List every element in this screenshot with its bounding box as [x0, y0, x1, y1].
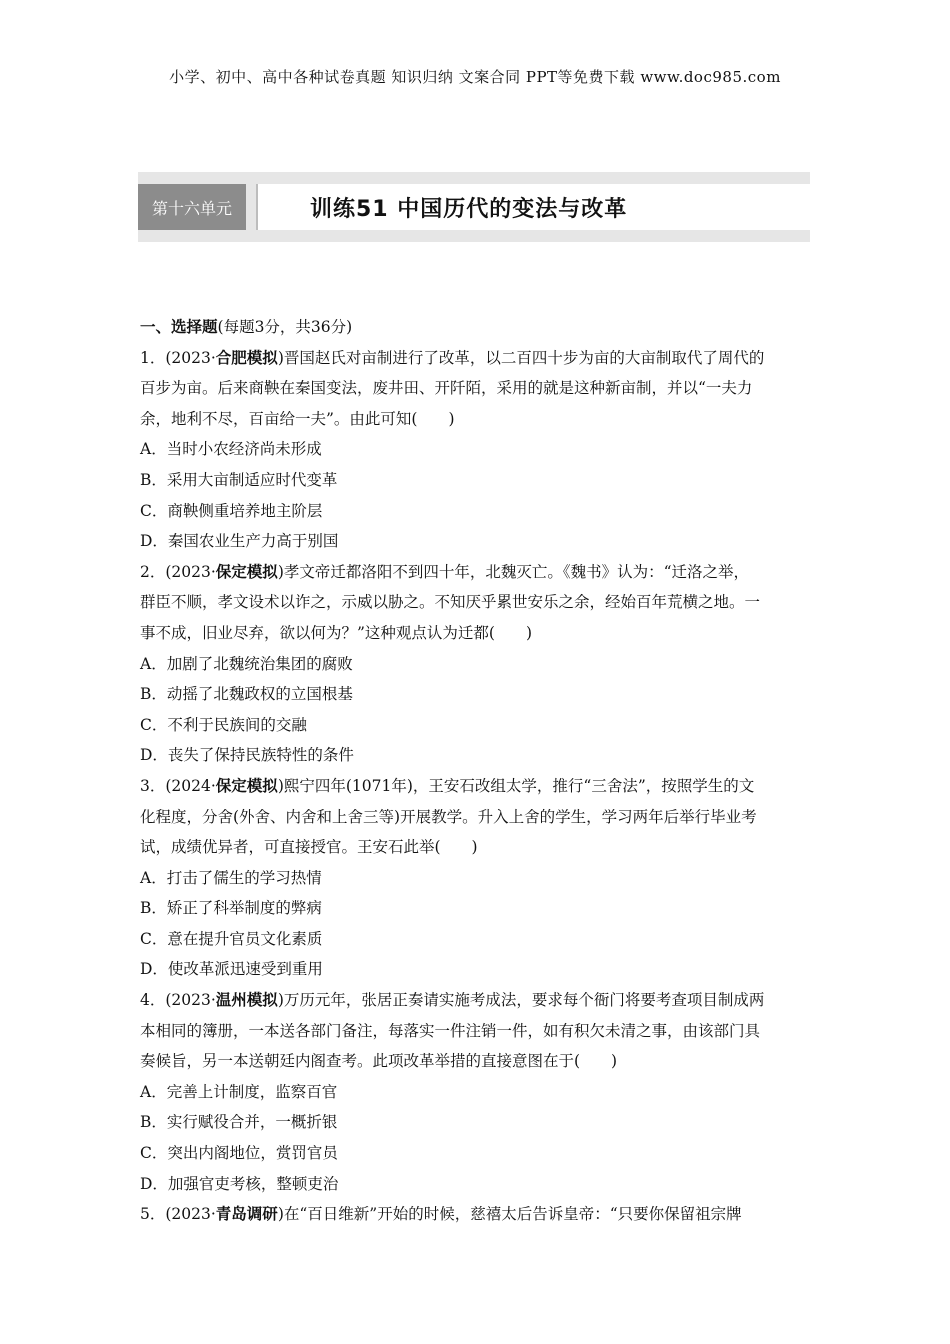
page-title: 训练51 中国历代的变法与改革 — [310, 196, 628, 222]
question-source-close: ) — [277, 348, 284, 367]
option-d: D．加强官吏考核，整顿吏治 — [140, 1174, 339, 1193]
question-text: 在“百日维新”开始的时候，慈禧太后告诉皇帝：“只要你保留祖宗牌 — [283, 1205, 742, 1224]
question-text: 余，地利不尽，百亩给一夫”。由此可知( ) — [140, 409, 455, 428]
option-d: D．丧失了保持民族特性的条件 — [140, 746, 354, 765]
question-number: 3． — [140, 776, 166, 795]
title-bar — [138, 172, 810, 242]
section-note: (每题3分，共36分) — [217, 318, 353, 336]
question-stem-line — [140, 557, 810, 588]
option-a: A．当时小农经济尚未形成 — [140, 440, 322, 459]
question-year: (2023· — [165, 1205, 216, 1224]
option-b: B．动摇了北魏政权的立国根基 — [140, 685, 353, 704]
question-list — [140, 312, 810, 1230]
question-number: 4． — [140, 991, 166, 1010]
option-b: B．矫正了科举制度的弊病 — [140, 899, 322, 918]
option-b: B．实行赋役合并，一概折银 — [140, 1113, 338, 1132]
question-source-close: ) — [277, 562, 284, 581]
unit-label: 第十六单元 — [138, 184, 246, 230]
question-stem-line — [140, 343, 810, 374]
question-5 — [140, 1199, 810, 1230]
option-a: A．打击了儒生的学习热情 — [140, 868, 322, 887]
option-c: C．商鞅侧重培养地主阶层 — [140, 501, 323, 520]
question-3 — [140, 771, 810, 985]
question-text: 万历元年，张居正奏请实施考成法，要求每个衙门将要考查项目制成两 — [283, 991, 765, 1010]
question-source-close: ) — [277, 991, 284, 1010]
question-number: 2． — [140, 562, 166, 581]
question-source-close: ) — [277, 1205, 284, 1224]
question-source: 合肥模拟 — [215, 348, 278, 367]
question-source: 青岛调研 — [215, 1205, 278, 1224]
option-a: A．加剧了北魏统治集团的腐败 — [140, 654, 353, 673]
question-text: 事不成，旧业尽弃，欲以何为？”这种观点认为迁都( ) — [140, 623, 533, 642]
option-c: C．不利于民族间的交融 — [140, 715, 307, 734]
option-c: C．突出内阁地位，赏罚官员 — [140, 1144, 338, 1163]
question-text: 孝文帝迁都洛阳不到四十年，北魏灭亡。《魏书》认为：“迁洛之举， — [283, 562, 750, 581]
question-year: (2023· — [165, 991, 216, 1010]
question-stem-line — [140, 985, 810, 1016]
option-b: B．采用大亩制适应时代变革 — [140, 470, 338, 489]
question-source: 保定模拟 — [215, 562, 278, 581]
question-text: 本相同的簿册，一本送各部门备注，每落实一件注销一件，如有积欠未清之事，由该部门具 — [140, 1021, 761, 1040]
question-text: 群臣不顺，孝文设术以诈之，示威以胁之。不知厌乎累世安乐之余，经始百年荒横之地。一 — [140, 593, 761, 612]
question-2 — [140, 557, 810, 771]
question-source: 保定模拟 — [215, 776, 278, 795]
question-stem-line — [140, 771, 810, 802]
question-stem-line — [140, 1199, 810, 1230]
question-text: 百步为亩。后来商鞅在秦国变法，废井田、开阡陌，采用的就是这种新亩制，并以“一夫力 — [140, 379, 753, 398]
question-text: 奏候旨，另一本送朝廷内阁查考。此项改革举措的直接意图在于( ) — [140, 1052, 618, 1071]
section-label: 一、选择题 — [140, 318, 218, 336]
question-text: 晋国赵氏对亩制进行了改革，以二百四十步为亩的大亩制取代了周代的 — [283, 348, 765, 367]
question-4 — [140, 985, 810, 1199]
question-text: 熙宁四年(1071年)，王安石改组太学，推行“三舍法”，按照学生的文 — [283, 776, 755, 795]
question-source-close: ) — [277, 776, 284, 795]
question-text: 试，成绩优异者，可直接授官。王安石此举( ) — [140, 838, 478, 857]
question-year: (2023· — [165, 348, 216, 367]
question-number: 5． — [140, 1205, 166, 1224]
question-year: (2024· — [165, 776, 216, 795]
option-c: C．意在提升官员文化素质 — [140, 929, 323, 948]
title-panel — [256, 184, 810, 230]
question-1 — [140, 343, 810, 557]
question-year: (2023· — [165, 562, 216, 581]
question-number: 1． — [140, 348, 166, 367]
site-banner: 小学、初中、高中各种试卷真题 知识归纳 文案合同 PPT等免费下载 www.doc985.com — [169, 68, 781, 86]
option-d: D．秦国农业生产力高于别国 — [140, 532, 339, 551]
option-a: A．完善上计制度，监察百官 — [140, 1082, 338, 1101]
option-d: D．使改革派迅速受到重用 — [140, 960, 323, 979]
section-heading — [140, 312, 810, 343]
question-source: 温州模拟 — [215, 991, 278, 1010]
question-text: 化程度，分舍(外舍、内舍和上舍三等)开展教学。升入上舍的学生，学习两年后举行毕业考 — [140, 807, 757, 826]
